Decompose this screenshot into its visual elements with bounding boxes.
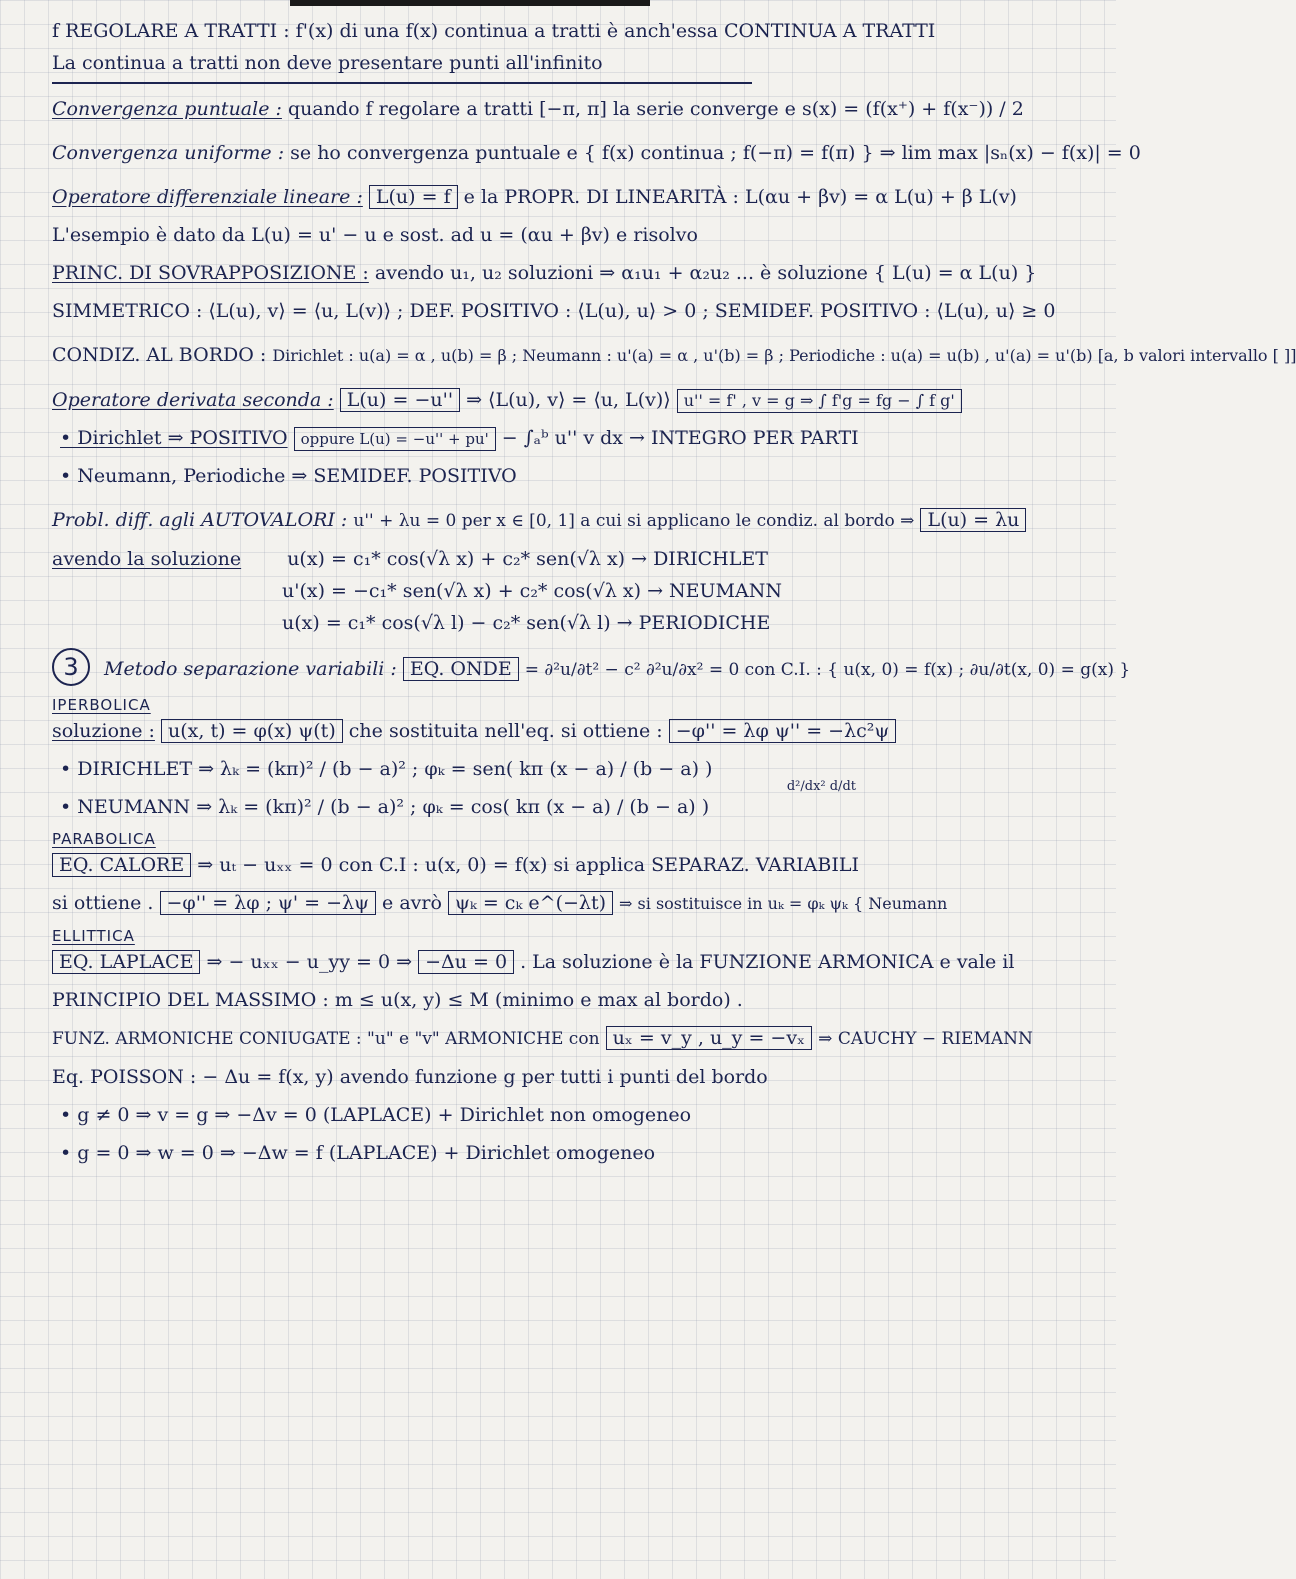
text-e-avro: e avrò	[382, 891, 442, 914]
section-number-3: 3	[52, 648, 90, 686]
line-convergenza-uniforme	[52, 140, 1141, 166]
text-sostituita: che sostituita nell'eq. si ottiene :	[348, 719, 663, 742]
text-dirichlet-positivo: • Dirichlet ⇒ POSITIVO	[60, 426, 288, 449]
text-sovrapposizione: avendo u₁, u₂ soluzioni ⇒ α₁u₁ + α₂u₂ ... è soluzione { L(u) = α L(u) }	[374, 261, 1037, 284]
text-convergenza-puntuale: quando f regolare a tratti [−π, π] la serie converge e s(x) = (f(x⁺) + f(x⁻)) / 2	[287, 97, 1024, 120]
text-convergenza-uniforme: se ho convergenza puntuale e { f(x) continua ; f(−π) = f(π) } ⇒ lim max |sₙ(x) − f(x)| = 0	[290, 141, 1141, 164]
line-esempio: L'esempio è dato da L(u) = u' − u e sost. ad u = (αu + βv) e risolvo	[52, 223, 698, 246]
line-soluzione-neumann: u'(x) = −c₁* sen(√λ x) + c₂* cos(√λ x) → NEUMANN	[282, 579, 782, 602]
line-sovrapposizione	[52, 260, 1076, 286]
line-armoniche-coniugate	[52, 1025, 1076, 1052]
box-cauchy-riemann: uₓ = v_y , u_y = −vₓ	[606, 1026, 813, 1050]
heading-convergenza-uniforme: Convergenza uniforme :	[52, 141, 285, 164]
line-convergenza-puntuale	[52, 96, 1076, 122]
text-avendo-soluzione: avendo la soluzione	[52, 547, 242, 570]
line-soluzione-dirichlet	[52, 546, 1076, 572]
line-poisson-g-zero: • g = 0 ⇒ w = 0 ⇒ −Δw = f (LAPLACE) + Dirichlet omogeneo	[60, 1141, 656, 1164]
text-onde-neumann: • NEUMANN ⇒ λₖ = (kπ)² / (b − a)² ; φₖ = cos( kπ (x − a) / (b − a) )	[60, 795, 710, 818]
heading-convergenza-puntuale: Convergenza puntuale :	[52, 97, 282, 120]
line-soluzione-periodiche: u(x) = c₁* cos(√λ l) − c₂* sen(√λ l) → PERIODICHE	[282, 611, 771, 634]
line-continua-a-tratti: La continua a tratti non deve presentare punti all'infinito	[52, 52, 603, 74]
heading-sovrapposizione: PRINC. DI SOVRAPPOSIZIONE :	[52, 261, 369, 284]
text-eq-onde: = ∂²u/∂t² − c² ∂²u/∂x² = 0 con C.I. : { u(x, 0) = f(x) ; ∂u/∂t(x, 0) = g(x) }	[524, 659, 1131, 680]
heading-condizioni-bordo: CONDIZ. AL BORDO :	[52, 343, 267, 366]
line-eq-calore	[52, 852, 1076, 878]
box-autovalori: L(u) = λu	[920, 508, 1026, 532]
line-onde-dirichlet: • DIRICHLET ⇒ λₖ = (kπ)² / (b − a)² ; φₖ = sen( kπ (x − a) / (b − a) )	[60, 757, 713, 780]
box-integrazione-parti: u'' = f' , v = g ⇒ ∫ f'g = fg − ∫ f g'	[677, 389, 962, 413]
line-poisson: Eq. POISSON : − Δu = f(x, y) avendo funzione g per tutti i punti del bordo	[52, 1065, 768, 1088]
note-derivate: d²/dx² d/dt	[786, 778, 856, 794]
text-derivata-seconda: ⇒ ⟨L(u), v⟩ = ⟨u, L(v)⟩	[466, 388, 671, 411]
text-armoniche-coniugate: FUNZ. ARMONICHE CONIUGATE : "u" e "v" ARMONICHE con	[52, 1028, 600, 1049]
text-sostituisce: ⇒ si sostituisce in uₖ = φₖ ψₖ { Neumann	[619, 893, 948, 913]
box-equazioni-ottenute: −φ'' = λφ ψ'' = −λc²ψ	[669, 719, 897, 743]
box-eq-onde: EQ. ONDE	[403, 657, 519, 681]
text-integro-parti: − ∫ₐᵇ u'' v dx → INTEGRO PER PARTI	[501, 426, 859, 449]
text-autovalori: u'' + λu = 0 per x ∈ [0, 1] a cui si applicano le condiz. al bordo ⇒	[353, 510, 915, 531]
text-soluzione-label: soluzione :	[52, 719, 155, 742]
text-si-ottiene: si ottiene .	[52, 891, 154, 914]
line-autovalori	[52, 507, 1076, 534]
text-linearita: e la PROPR. DI LINEARITÀ : L(αu + βv) = α L(u) + β L(v)	[463, 185, 1017, 208]
text-funzione-armonica: . La soluzione è la FUNZIONE ARMONICA e vale il	[520, 950, 1015, 973]
line-separazione-variabili	[52, 648, 1131, 686]
box-soluzione-onde: u(x, t) = φ(x) ψ(t)	[161, 719, 343, 743]
text-cauchy-riemann: ⇒ CAUCHY − RIEMANN	[818, 1028, 1033, 1049]
divider-rule	[52, 82, 752, 84]
line-onde-neumann	[52, 778, 1076, 820]
line-regolare-a-tratti: f REGOLARE A TRATTI : f'(x) di una f(x) continua a tratti è anch'essa CONTINUA A TRATTI	[52, 20, 936, 42]
box-laplaciano: −Δu = 0	[418, 950, 514, 974]
page-top-edge	[290, 0, 650, 6]
text-eq-laplace: ⇒ − uₓₓ − u_yy = 0 ⇒	[206, 950, 413, 973]
line-derivata-seconda	[52, 387, 1076, 413]
box-oppure: oppure L(u) = −u'' + pu'	[294, 427, 496, 451]
line-neumann-semidef: • Neumann, Periodiche ⇒ SEMIDEF. POSITIVO	[60, 464, 517, 487]
label-iperbolica: IPERBOLICA	[52, 695, 151, 714]
label-ellittica: ELLITTICA	[52, 926, 135, 945]
formula-dirichlet: u(x) = c₁* cos(√λ x) + c₂* sen(√λ x) → DIRICHLET	[287, 547, 768, 570]
line-simmetrico: SIMMETRICO : ⟨L(u), v⟩ = ⟨u, L(v)⟩ ; DEF. POSITIVO : ⟨L(u), u⟩ > 0 ; SEMIDEF. POSITIVO : ⟨L(u), u⟩ ≥ 0	[52, 299, 1056, 322]
line-principio-massimo: PRINCIPIO DEL MASSIMO : m ≤ u(x, y) ≤ M (minimo e max al bordo) .	[52, 988, 743, 1011]
line-eq-laplace	[52, 949, 1076, 975]
box-operatore-lineare: L(u) = f	[369, 185, 458, 209]
text-eq-calore: ⇒ uₜ − uₓₓ = 0 con C.I : u(x, 0) = f(x) si applica SEPARAZ. VARIABILI	[197, 853, 859, 876]
line-condizioni-bordo	[52, 342, 1296, 369]
box-psi-k: ψₖ = cₖ e^(−λt)	[448, 891, 613, 915]
line-poisson-g-nonzero: • g ≠ 0 ⇒ v = g ⇒ −Δv = 0 (LAPLACE) + Dirichlet non omogeneo	[60, 1103, 692, 1126]
line-calore-soluzione	[52, 890, 1076, 917]
box-eq-laplace: EQ. LAPLACE	[52, 950, 200, 974]
line-operatore-lineare	[52, 184, 1076, 210]
heading-autovalori: Probl. diff. agli AUTOVALORI :	[52, 508, 348, 531]
text-condizioni-bordo: Dirichlet : u(a) = α , u(b) = β ; Neumann : u'(a) = α , u'(b) = β ; Periodiche : u(a) = u(b) , u'(a) = u'(b) [a, b valori intervallo [ ]]	[272, 345, 1296, 365]
box-calore-equazioni: −φ'' = λφ ; ψ' = −λψ	[160, 891, 376, 915]
heading-derivata-seconda: Operatore derivata seconda :	[52, 388, 334, 411]
label-parabolica: PARABOLICA	[52, 829, 156, 848]
heading-operatore-lineare: Operatore differenziale lineare :	[52, 185, 363, 208]
box-derivata-seconda: L(u) = −u''	[340, 388, 460, 412]
box-eq-calore: EQ. CALORE	[52, 853, 191, 877]
line-dirichlet-positivo	[52, 425, 1076, 451]
line-soluzione-onde	[52, 718, 1076, 744]
heading-separazione-variabili: Metodo separazione variabili :	[104, 657, 397, 680]
